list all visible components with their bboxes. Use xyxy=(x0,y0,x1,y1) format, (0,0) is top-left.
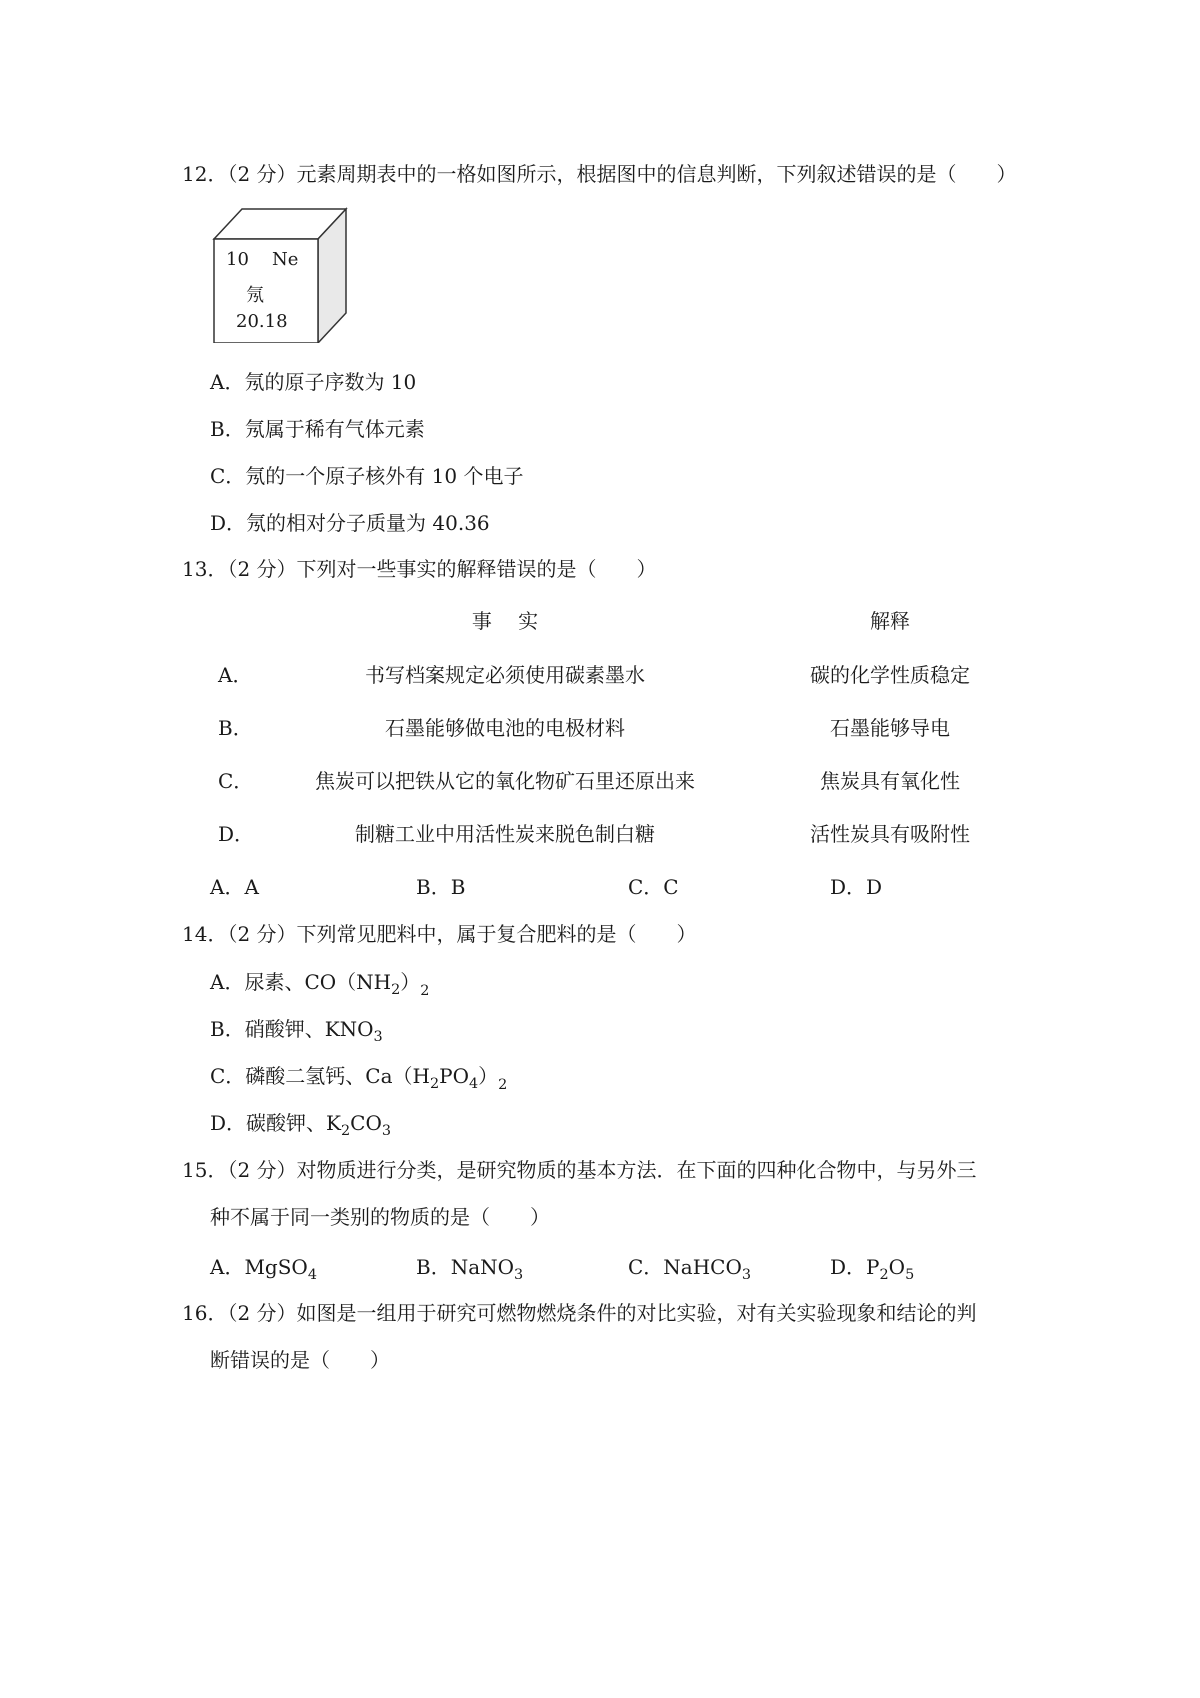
q13-row-c-explain: 焦炭具有氧化性 xyxy=(820,769,960,793)
q12-option-d: D．氖的相对分子质量为 40.36 xyxy=(210,511,490,535)
q13-row-a-letter: A． xyxy=(218,663,253,687)
q13-choice-a: A．A xyxy=(210,875,259,899)
q14-option-b: B．硝酸钾、$KNO_3$ xyxy=(210,1017,383,1045)
q13-stem: 13．（2 分）下列对一些事实的解释错误的是（ ） xyxy=(182,557,657,581)
q14-option-a: A．尿素、$CO(NH_2)_2$ xyxy=(210,970,430,1000)
q15-option-a: A．MgSO$_4$ xyxy=(210,1255,317,1283)
q15-stem-line2: 种不属于同一类别的物质的是（ ） xyxy=(210,1205,550,1229)
q14-option-d: D．碳酸钾、$K_2CO_3$ xyxy=(210,1111,391,1139)
q16-stem-line1: 16．（2 分）如图是一组用于研究可燃物燃烧条件的对比实验，对有关实验现象和结论的判 xyxy=(182,1301,977,1325)
q13-choice-c: C．C xyxy=(628,875,679,899)
q13-row-a-explain: 碳的化学性质稳定 xyxy=(810,663,970,687)
q12-option-a: A．氖的原子序数为 10 xyxy=(210,370,417,394)
element-name: 氖 xyxy=(246,285,264,306)
q13-row-c-letter: C． xyxy=(218,769,254,793)
q12-option-c: C．氖的一个原子核外有 10 个电子 xyxy=(210,464,524,488)
q13-row-b-letter: B． xyxy=(218,716,253,740)
q16-stem-line2: 断错误的是（ ） xyxy=(210,1348,390,1372)
q15-option-d: D．$P_2O_5$ xyxy=(830,1255,915,1283)
element-cell-figure xyxy=(210,205,350,343)
q13-row-a-fact: 书写档案规定必须使用碳素墨水 xyxy=(365,663,645,687)
q14-option-c: C．磷酸二氢钙、$Ca(H_2PO_4)_2$ xyxy=(210,1064,508,1094)
q15-option-b: B．NaNO$_3$ xyxy=(416,1255,524,1283)
q12-option-b: B．氖属于稀有气体元素 xyxy=(210,417,425,441)
q14-stem: 14．（2 分）下列常见肥料中，属于复合肥料的是（ ） xyxy=(182,922,697,946)
q15-stem-line1: 15．（2 分）对物质进行分类，是研究物质的基本方法．在下面的四种化合物中，与另外三 xyxy=(182,1158,977,1182)
q15-option-c: C．NaHCO$_3$ xyxy=(628,1255,752,1283)
q13-row-d-explain: 活性炭具有吸附性 xyxy=(810,822,970,846)
q13-row-d-letter: D． xyxy=(218,822,255,846)
q13-row-d-fact: 制糖工业中用活性炭来脱色制白糖 xyxy=(355,822,655,846)
element-number: 10 xyxy=(226,249,249,270)
q13-header-fact: 事 实 xyxy=(471,609,539,633)
q13-row-c-fact: 焦炭可以把铁从它的氧化物矿石里还原出来 xyxy=(315,769,695,793)
q13-header-explain: 解释 xyxy=(870,609,910,633)
q13-choice-d: D．D xyxy=(830,875,883,899)
element-mass: 20.18 xyxy=(236,311,288,332)
q13-row-b-explain: 石墨能够导电 xyxy=(830,716,950,740)
q13-choice-b: B．B xyxy=(416,875,466,899)
q13-row-b-fact: 石墨能够做电池的电极材料 xyxy=(385,716,625,740)
q12-stem: 12．（2 分）元素周期表中的一格如图所示，根据图中的信息判断，下列叙述错误的是（ ） xyxy=(182,162,1017,186)
element-symbol: Ne xyxy=(272,249,299,270)
